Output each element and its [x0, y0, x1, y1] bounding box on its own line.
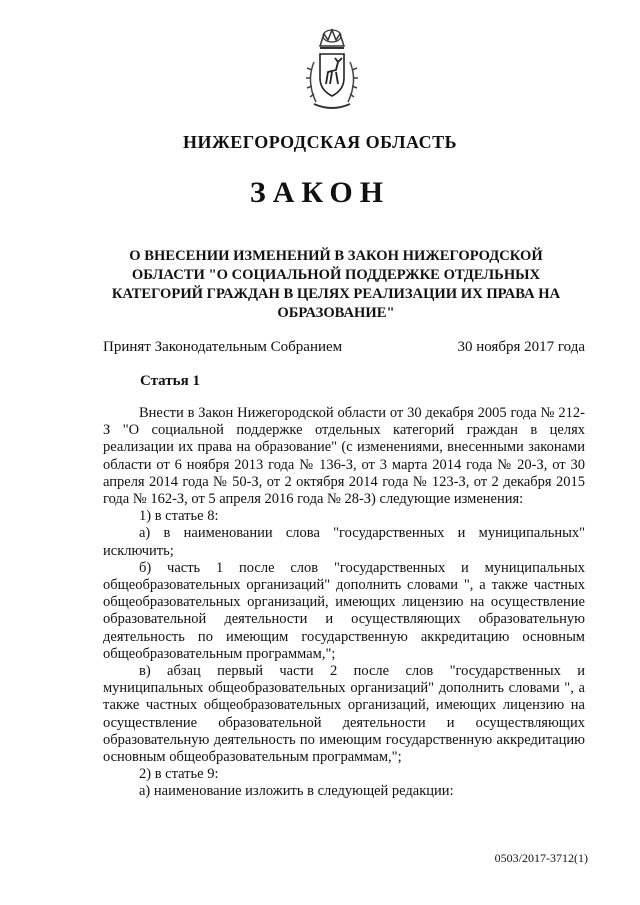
region-name: НИЖЕГОРОДСКАЯ ОБЛАСТЬ	[182, 132, 458, 152]
article-paragraph: 1) в статье 8:	[139, 508, 219, 525]
law-title: ЗАКОН	[249, 176, 391, 209]
law-subtitle: О ВНЕСЕНИИ ИЗМЕНЕНИЙ В ЗАКОН НИЖЕГОРОДСКОЙ ОБЛАСТИ "О СОЦИАЛЬНОЙ ПОДДЕРЖКЕ ОТДЕЛЬНЫХ КАТЕГОРИЙ ГРАЖДАН В ЦЕЛЯХ РЕАЛИЗАЦИИ ИХ ПРАВА НА ОБРАЗОВАНИЕ"	[111, 248, 561, 321]
coat-of-arms-icon	[302, 26, 362, 114]
adoption-date: 30 ноября 2017 года	[457, 339, 585, 355]
article-paragraph: а) наименование изложить в следующей редакции:	[139, 783, 454, 800]
article-body	[103, 405, 585, 801]
article-paragraph: б) часть 1 после слов "государственных и муниципальных общеобразовательных организаций" дополнить словами ", а также частных общеобразовательных организаций, имеющих лицензию на осуществление образовательной деятельности и осуществляющих образовательную деятельность по имеющим государственную аккредитацию основным общеобразовательным программам,";	[103, 559, 585, 662]
article-paragraph: а) в наименовании слова "государственных и муниципальных" исключить;	[103, 525, 585, 559]
article-paragraph: в) абзац первый части 2 после слов "государственных и муниципальных общеобразовательных организаций" дополнить словами ", а также частных общеобразовательных организаций, имеющих лицензию на осуществление образовательной деятельности и осуществляющих образовательную деятельность по имеющим государственную аккредитацию основным общеобразовательным программам,";	[103, 663, 585, 766]
article-paragraph: 2) в статье 9:	[139, 766, 219, 783]
article-heading: Статья 1	[140, 373, 200, 389]
document-number: 0503/2017-3712(1)	[494, 851, 588, 865]
article-paragraph: Внести в Закон Нижегородской области от 30 декабря 2005 года № 212-З "О социальной поддержке отдельных категорий граждан в целях реализации их права на образование" (с изменениями, внесенными законами области от 6 ноября 2013 года № 136-З, от 3 марта 2014 года № 20-З, от 30 апреля 2014 года № 50-З, от 2 октября 2014 года № 123-З, от 2 декабря 2015 года № 162-З, от 5 апреля 2016 года № 28-З) следующие изменения:	[103, 405, 585, 508]
adopted-by: Принят Законодательным Собранием	[103, 339, 343, 355]
